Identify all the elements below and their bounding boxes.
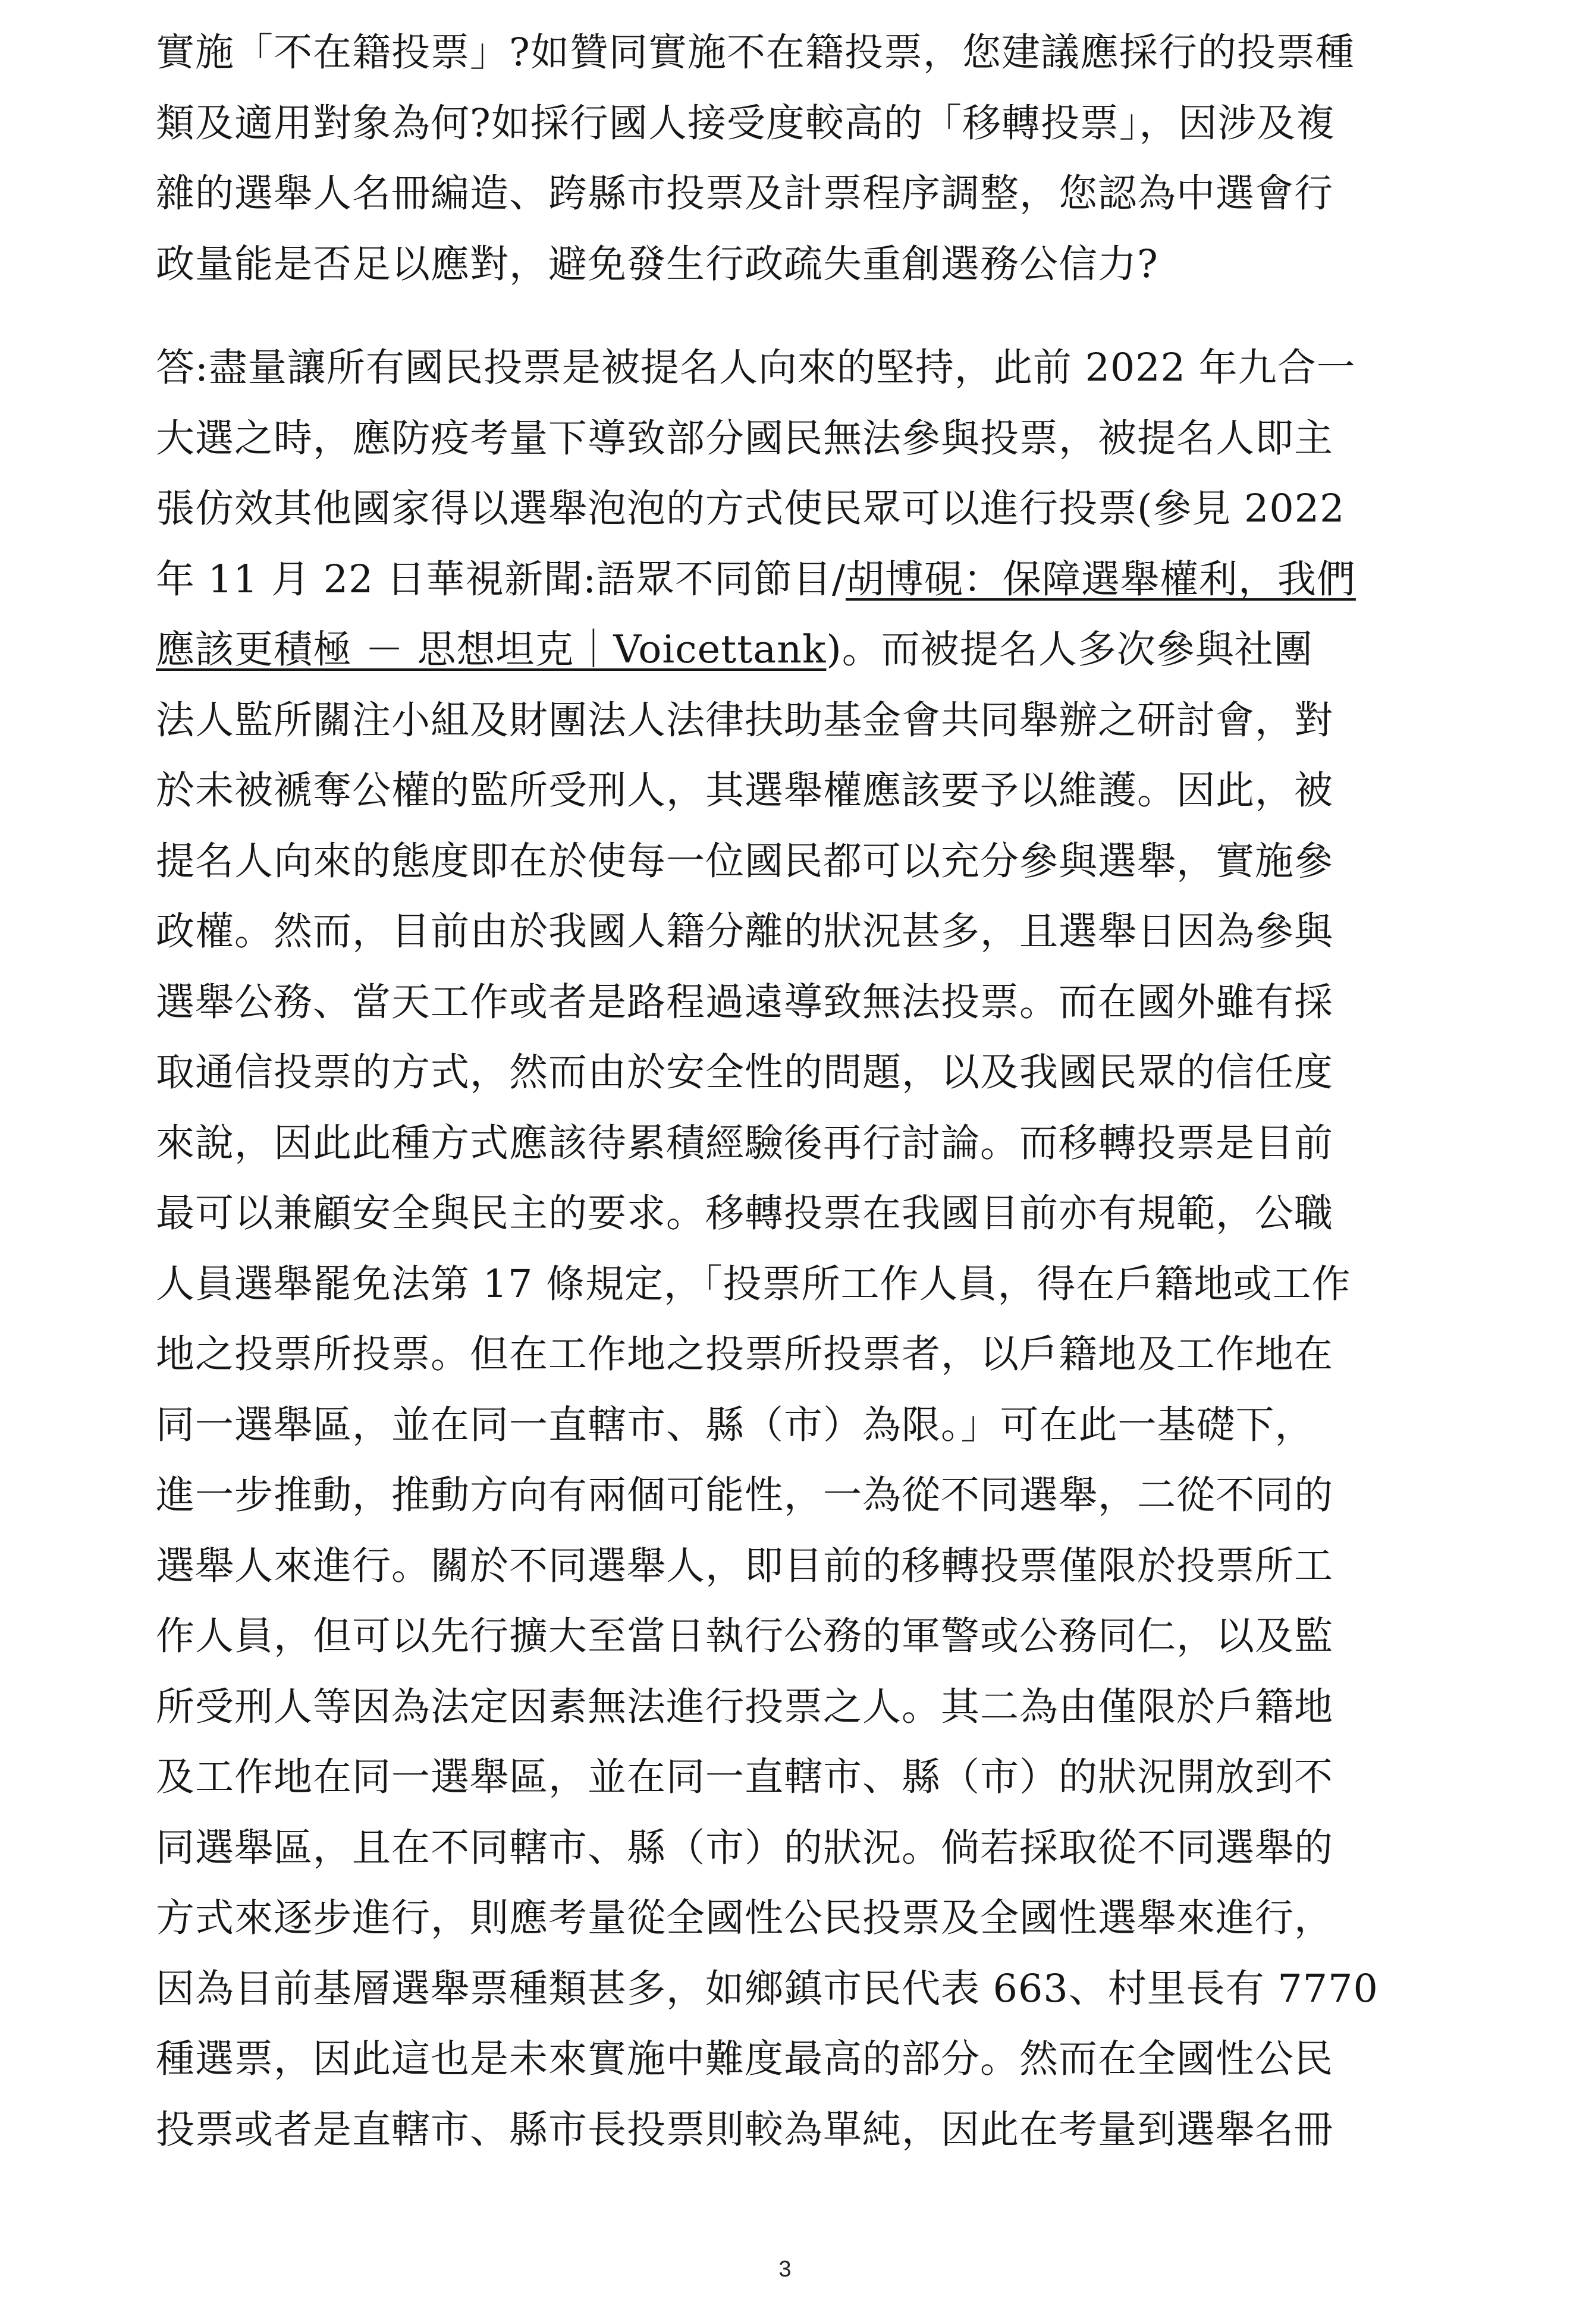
answer-line bbox=[156, 615, 1488, 686]
answer-line: 及工作地在同一選舉區，並在同一直轄市、縣（市）的狀況開放到不 bbox=[156, 1755, 1334, 1799]
answer-line: 所受刑人等因為法定因素無法進行投票之人。其二為由僅限於戶籍地 bbox=[156, 1684, 1334, 1729]
answer-line: 地之投票所投票。但在工作地之投票所投票者，以戶籍地及工作地在 bbox=[156, 1332, 1334, 1377]
answer-paragraph bbox=[156, 333, 1488, 2165]
question-line: 類及適用對象為何?如採行國人接受度較高的「移轉投票」，因涉及複 bbox=[156, 101, 1336, 146]
answer-line: 種選票，因此這也是未來實施中難度最高的部分。然而在全國性公民 bbox=[156, 2037, 1334, 2081]
question-paragraph bbox=[156, 18, 1488, 300]
question-line: 實施「不在籍投票」?如贊同實施不在籍投票，您建議應採行的投票種 bbox=[156, 30, 1355, 75]
answer-line: 大選之時，應防疫考量下導致部分國民無法參與投票，被提名人即主 bbox=[156, 416, 1334, 461]
page-number: 3 bbox=[778, 2257, 792, 2282]
article-link[interactable]: 應該更積極 － 思想坦克｜Voicettank bbox=[156, 627, 827, 672]
answer-line: 選舉人來進行。關於不同選舉人，即目前的移轉投票僅限於投票所工 bbox=[156, 1543, 1334, 1588]
answer-line: 答:盡量讓所有國民投票是被提名人向來的堅持，此前 2022 年九合一 bbox=[156, 346, 1356, 390]
answer-line bbox=[156, 545, 1488, 615]
answer-line: 來說，因此此種方式應該待累積經驗後再行討論。而移轉投票是目前 bbox=[156, 1120, 1334, 1166]
citation-text: 年 11 月 22 日華視新聞:語眾不同節目/ bbox=[156, 557, 846, 602]
answer-line: 投票或者是直轄市、縣市長投票則較為單純，因此在考量到選舉名冊 bbox=[156, 2107, 1334, 2152]
question-line: 政量能是否足以應對，避免發生行政疏失重創選務公信力? bbox=[156, 241, 1158, 287]
answer-line: 進一步推動，推動方向有兩個可能性，一為從不同選舉，二從不同的 bbox=[156, 1473, 1334, 1518]
answer-line: 提名人向來的態度即在於使每一位國民都可以充分參與選舉，實施參 bbox=[156, 838, 1334, 884]
answer-line: 選舉公務、當天工作或者是路程過遠導致無法投票。而在國外雖有採 bbox=[156, 979, 1334, 1025]
answer-line: 取通信投票的方式，然而由於安全性的問題，以及我國民眾的信任度 bbox=[156, 1050, 1334, 1095]
answer-line: 同選舉區，且在不同轄市、縣（市）的狀況。倘若採取從不同選舉的 bbox=[156, 1825, 1334, 1870]
answer-line: 於未被褫奪公權的監所受刑人，其選舉權應該要予以維護。因此，被 bbox=[156, 768, 1334, 813]
answer-line: 因為目前基層選舉票種類甚多，如鄉鎮市民代表 663、村里長有 7770 bbox=[156, 1966, 1379, 2011]
question-line: 雜的選舉人名冊編造、跨縣市投票及計票程序調整，您認為中選會行 bbox=[156, 171, 1334, 216]
article-link[interactable]: 胡博硯：保障選舉權利，我們 bbox=[845, 557, 1356, 602]
answer-line: 最可以兼顧安全與民主的要求。移轉投票在我國目前亦有規範，公職 bbox=[156, 1191, 1334, 1236]
answer-line: 政權。然而，目前由於我國人籍分離的狀況甚多，且選舉日因為參與 bbox=[156, 909, 1334, 954]
answer-line: 方式來逐步進行，則應考量從全國性公民投票及全國性選舉來進行， bbox=[156, 1896, 1334, 1940]
answer-line: 人員選舉罷免法第 17 條規定，「投票所工作人員，得在戶籍地或工作 bbox=[156, 1261, 1351, 1307]
answer-line: 同一選舉區，並在同一直轄市、縣（市）為限。」可在此一基礎下， bbox=[156, 1402, 1314, 1447]
answer-line: 作人員，但可以先行擴大至當日執行公務的軍警或公務同仁，以及監 bbox=[156, 1614, 1334, 1659]
answer-text: )。而被提名人多次參與社團 bbox=[826, 627, 1313, 672]
answer-line: 法人監所關注小組及財團法人法律扶助基金會共同舉辦之研討會，對 bbox=[156, 698, 1334, 743]
answer-line: 張仿效其他國家得以選舉泡泡的方式使民眾可以進行投票(參見 2022 bbox=[156, 486, 1345, 531]
